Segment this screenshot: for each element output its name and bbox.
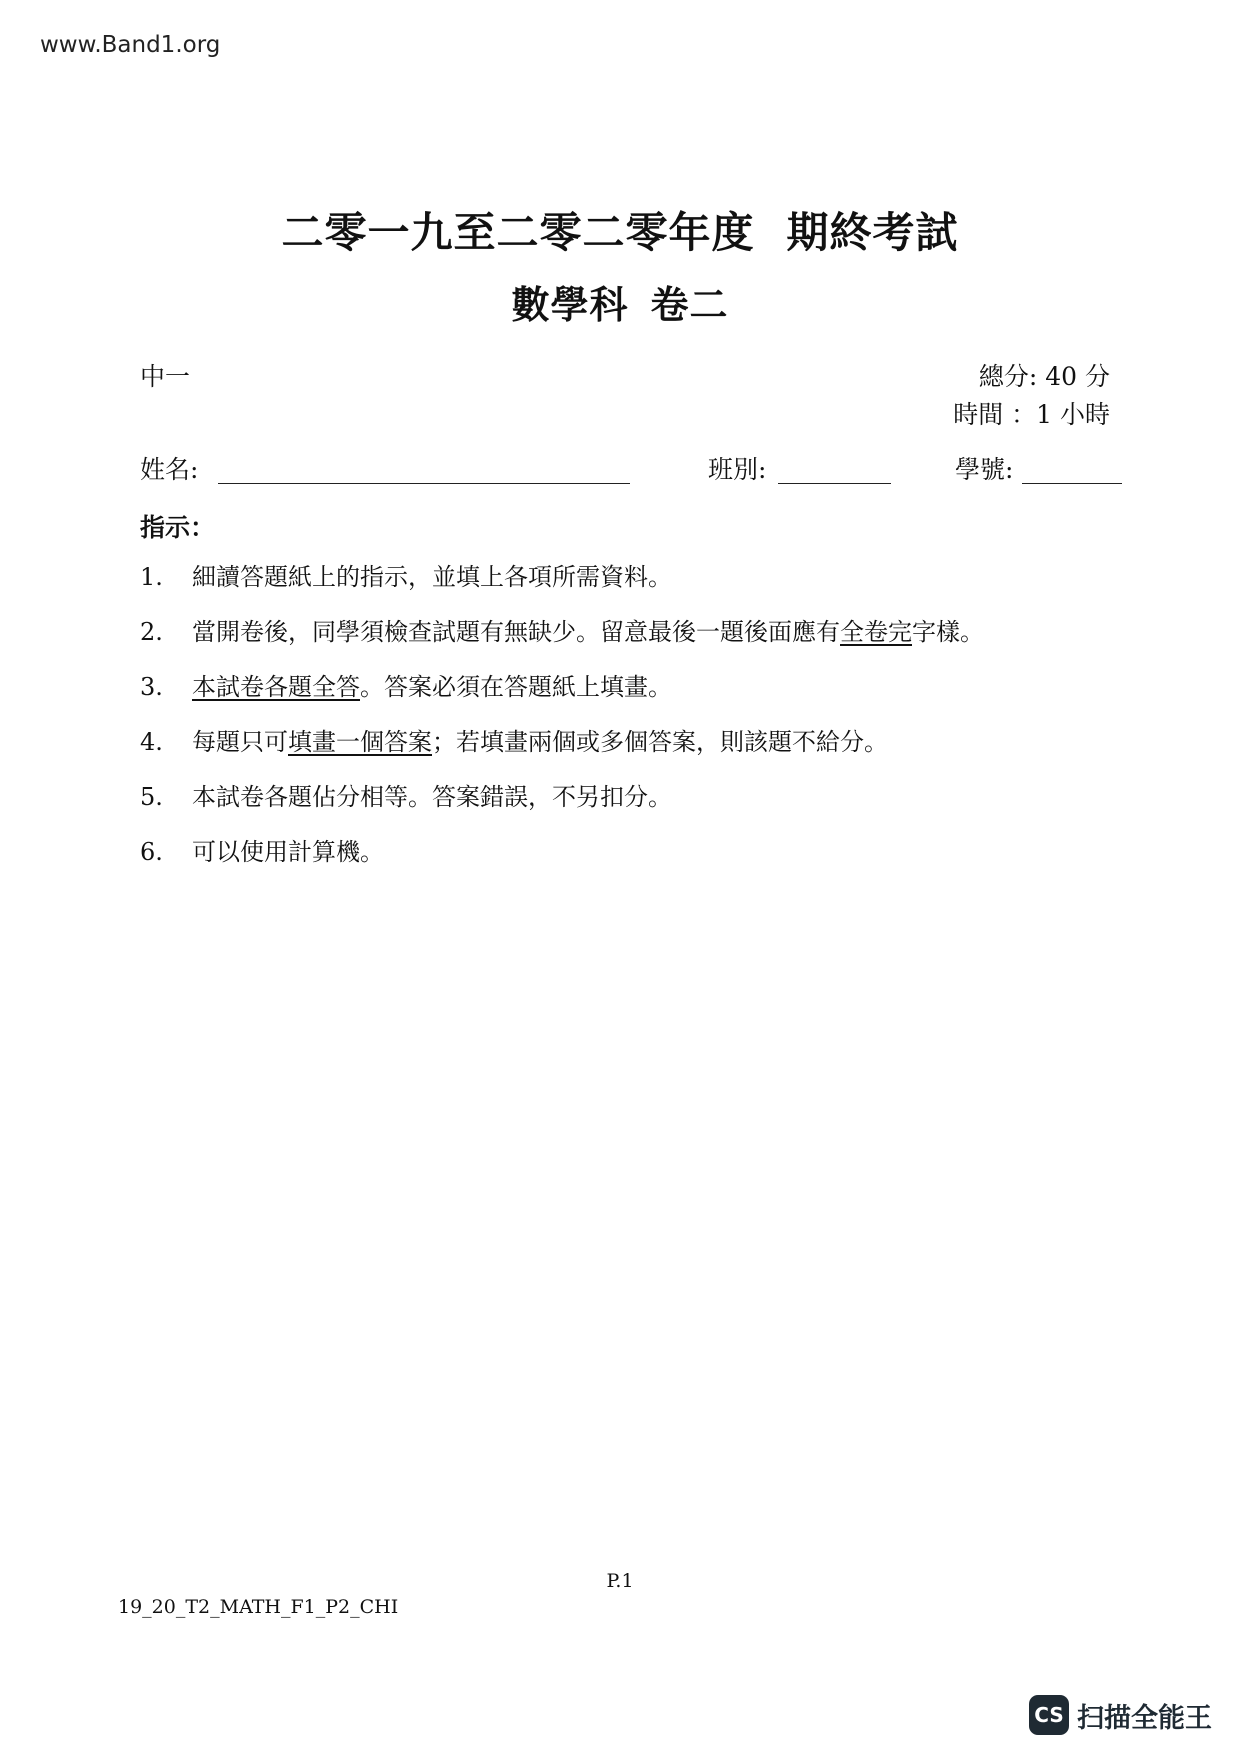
instruction-item — [140, 727, 888, 757]
exam-subtitle — [0, 274, 1240, 329]
name-blank[interactable] — [218, 483, 630, 484]
grade-level: 中一 — [140, 362, 191, 391]
instruction-text: 可以使用計算機。 — [192, 838, 384, 866]
instruction-number: 1. — [140, 563, 163, 591]
instruction-item — [140, 837, 384, 867]
student-number-label: 學號: — [955, 455, 1014, 484]
time-allowed: 時間 ：1 小時 — [953, 400, 1110, 429]
instructions-heading: 指示： — [140, 513, 216, 542]
instruction-emphasis: 本試卷各題全答 — [192, 673, 360, 701]
instruction-text: 。答案必須在答題紙上填畫。 — [360, 673, 672, 701]
instruction-item — [140, 672, 672, 702]
paper-code: 19_20_T2_MATH_F1_P2_CHI — [118, 1596, 399, 1618]
subject: 數學科 — [511, 282, 629, 327]
instruction-item — [140, 617, 984, 647]
paper-number: 卷二 — [650, 282, 729, 327]
instruction-number: 3. — [140, 673, 163, 701]
camscanner-logo-icon: CS — [1029, 1695, 1069, 1735]
class-label: 班別: — [708, 455, 767, 484]
exam-name: 期終考試 — [786, 208, 959, 257]
instruction-item — [140, 562, 672, 592]
instruction-text: ；若填畫兩個或多個答案，則該題不給分。 — [432, 728, 888, 756]
class-blank[interactable] — [778, 483, 891, 484]
instruction-number: 2. — [140, 618, 163, 646]
instruction-text: 本試卷各題佔分相等。答案錯誤，不另扣分。 — [192, 783, 672, 811]
instruction-text: 細讀答題紙上的指示，並填上各項所需資料。 — [192, 563, 672, 591]
instruction-emphasis: 填畫一個答案 — [288, 728, 432, 756]
watermark-url: www.Band1.org — [40, 32, 221, 58]
scanner-watermark — [1029, 1695, 1212, 1735]
instruction-number: 5. — [140, 783, 163, 811]
name-label: 姓名: — [140, 455, 199, 484]
exam-year: 二零一九至二零二零年度 — [281, 208, 755, 257]
instruction-number: 4. — [140, 728, 163, 756]
instruction-text: 字樣。 — [912, 618, 984, 646]
instruction-emphasis: 全卷完 — [840, 618, 912, 646]
instruction-item — [140, 782, 672, 812]
instruction-text: 當開卷後，同學須檢查試題有無缺少。留意最後一題後面應有 — [192, 618, 840, 646]
instruction-text: 每題只可 — [192, 728, 288, 756]
instruction-number: 6. — [140, 838, 163, 866]
total-marks: 總分: 40 分 — [978, 362, 1110, 391]
exam-title — [0, 200, 1240, 260]
student-number-blank[interactable] — [1022, 483, 1122, 484]
scanner-app-name: 扫描全能王 — [1077, 1702, 1212, 1734]
page-number: P.1 — [606, 1570, 634, 1592]
